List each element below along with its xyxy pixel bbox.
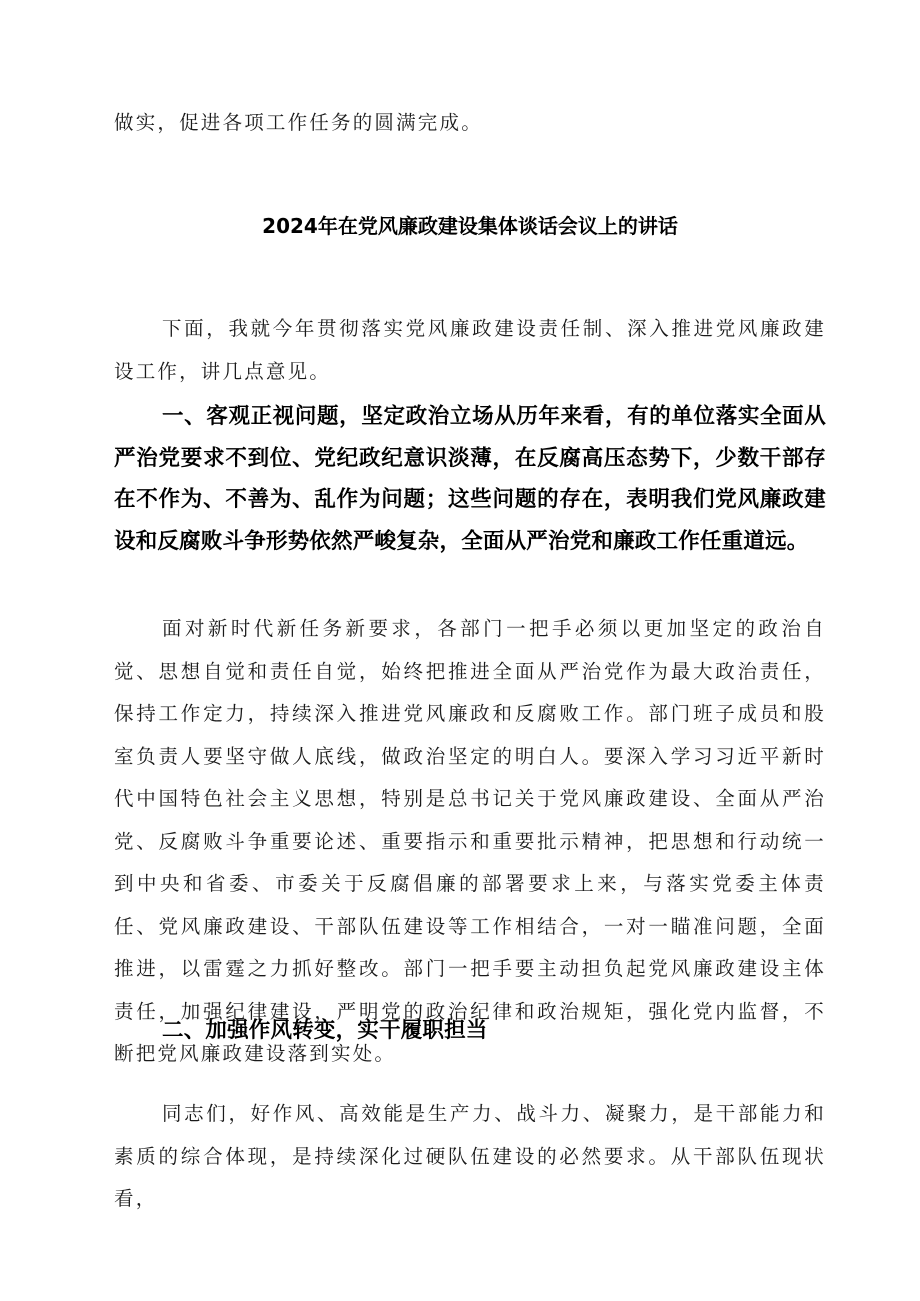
continuation-paragraph: 做实，促进各项工作任务的圆满完成。 xyxy=(114,111,483,134)
intro-paragraph: 下面，我就今年贯彻落实党风廉政建设责任制、深入推进党风廉政建设工作，讲几点意见。 xyxy=(114,317,826,383)
section-heading-2: 二、加强作风转变，实干履职担当 xyxy=(162,1018,488,1043)
section-heading-1: 一、客观正视问题，坚定政治立场从历年来看，有的单位落实全面从严治党要求不到位、党纪政纪意识淡薄，在反腐高压态势下，少数干部存在不作为、不善为、乱作为问题；这些问题的存在，表明我们党风廉政建设和反腐败斗争形势依然严峻复杂，全面从严治党和廉政工作任重道远。 xyxy=(114,404,826,554)
section-2-paragraph: 同志们，好作风、高效能是生产力、战斗力、凝聚力，是干部能力和素质的综合体现，是持续深化过硬队伍建设的必然要求。从干部队伍现状看， xyxy=(114,1102,826,1210)
document-title: 2024年在党风廉政建设集体谈话会议上的讲话 xyxy=(262,214,678,238)
section-1-paragraph: 面对新时代新任务新要求，各部门一把手必须以更加坚定的政治自觉、思想自觉和责任自觉，始终把推进全面从严治党作为最大政治责任，保持工作定力，持续深入推进党风廉政和反腐败工作。部门班子成员和股室负责人要坚守做人底线，做政治坚定的明白人。要深入学习习近平新时代中国特色社会主义思想，特别是总书记关于党风廉政建设、全面从严治党、反腐败斗争重要论述、重要指示和重要批示精神，把思想和行动统一到中央和省委、市委关于反腐倡廉的部署要求上来，与落实党委主体责任、党风廉政建设、干部队伍建设等工作相结合，一对一瞄准问题，全面推进，以雷霆之力抓好整改。部门一把手要主动担负起党风廉政建设主体责任，加强纪律建设，严明党的政治纪律和政治规矩，强化党内监督，不断把党风廉政建设落到实处。 xyxy=(114,617,826,1065)
